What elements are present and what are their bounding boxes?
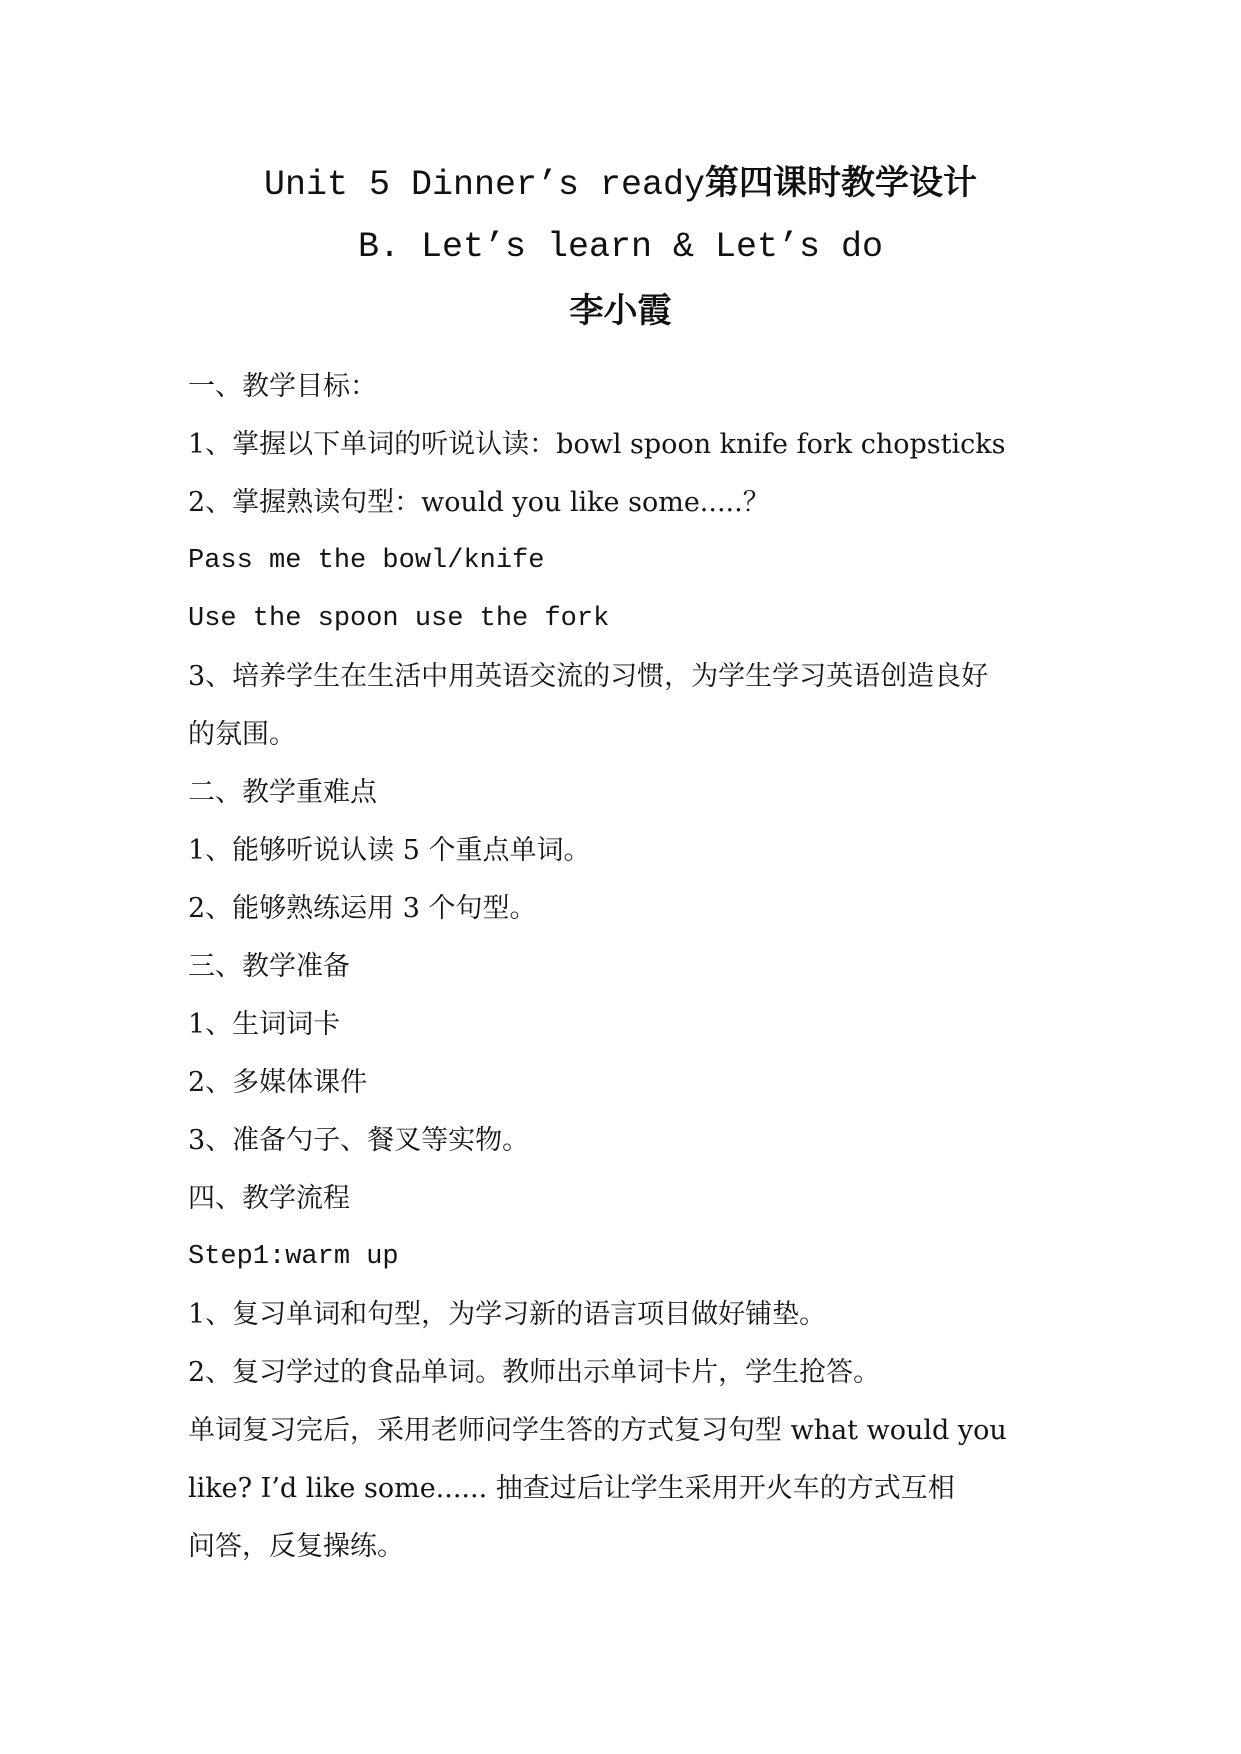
key-point-item-2: 2、能够熟练运用 3 个句型。 [188, 893, 537, 924]
section-heading-preparation: 三、教学准备 [188, 951, 350, 982]
sentence-pattern-use: Use the spoon use the fork [188, 604, 610, 634]
objective-item-2: 2、掌握熟读句型：would you like some.....？ [188, 487, 770, 518]
objective-item-1: 1、掌握以下单词的听说认读：bowl spoon knife fork chopsticks [188, 429, 1006, 460]
preparation-item-3: 3、准备勺子、餐叉等实物。 [188, 1125, 530, 1156]
preparation-item-2: 2、多媒体课件 [188, 1067, 368, 1098]
procedure-paragraph-line-2: like? I’d like some...... 抽查过后让学生采用开火车的方式互相 [188, 1473, 955, 1504]
title-english: Unit 5 Dinner’s ready [263, 165, 706, 205]
document-body [188, 358, 1068, 1576]
document-subtitle: B. Let’s learn & Let’s do [357, 227, 884, 267]
step-1-heading: Step1:warm up [188, 1242, 399, 1272]
key-point-item-1: 1、能够听说认读 5 个重点单词。 [188, 835, 591, 866]
document-title [0, 158, 1241, 210]
procedure-item-2: 2、复习学过的食品单词。教师出示单词卡片，学生抢答。 [188, 1357, 881, 1388]
objective-item-3: 3、培养学生在生活中用英语交流的习惯，为学生学习英语创造良好 [188, 661, 989, 692]
section-heading-key-points: 二、教学重难点 [188, 777, 377, 808]
procedure-paragraph-line-3: 问答，反复操练。 [188, 1531, 404, 1562]
preparation-item-1: 1、生词词卡 [188, 1009, 341, 1040]
objective-item-3-continued: 的氛围。 [188, 719, 296, 750]
procedure-paragraph-line-1: 单词复习完后，采用老师问学生答的方式复习句型 what would you [188, 1415, 1007, 1446]
section-heading-procedure: 四、教学流程 [188, 1183, 350, 1214]
procedure-item-1: 1、复习单词和句型，为学习新的语言项目做好铺垫。 [188, 1299, 827, 1330]
title-chinese: 第四课时教学设计 [705, 163, 978, 203]
sentence-pattern-pass: Pass me the bowl/knife [188, 546, 545, 576]
section-heading-objectives: 一、教学目标： [188, 371, 377, 402]
document-author: 李小霞 [569, 291, 672, 331]
